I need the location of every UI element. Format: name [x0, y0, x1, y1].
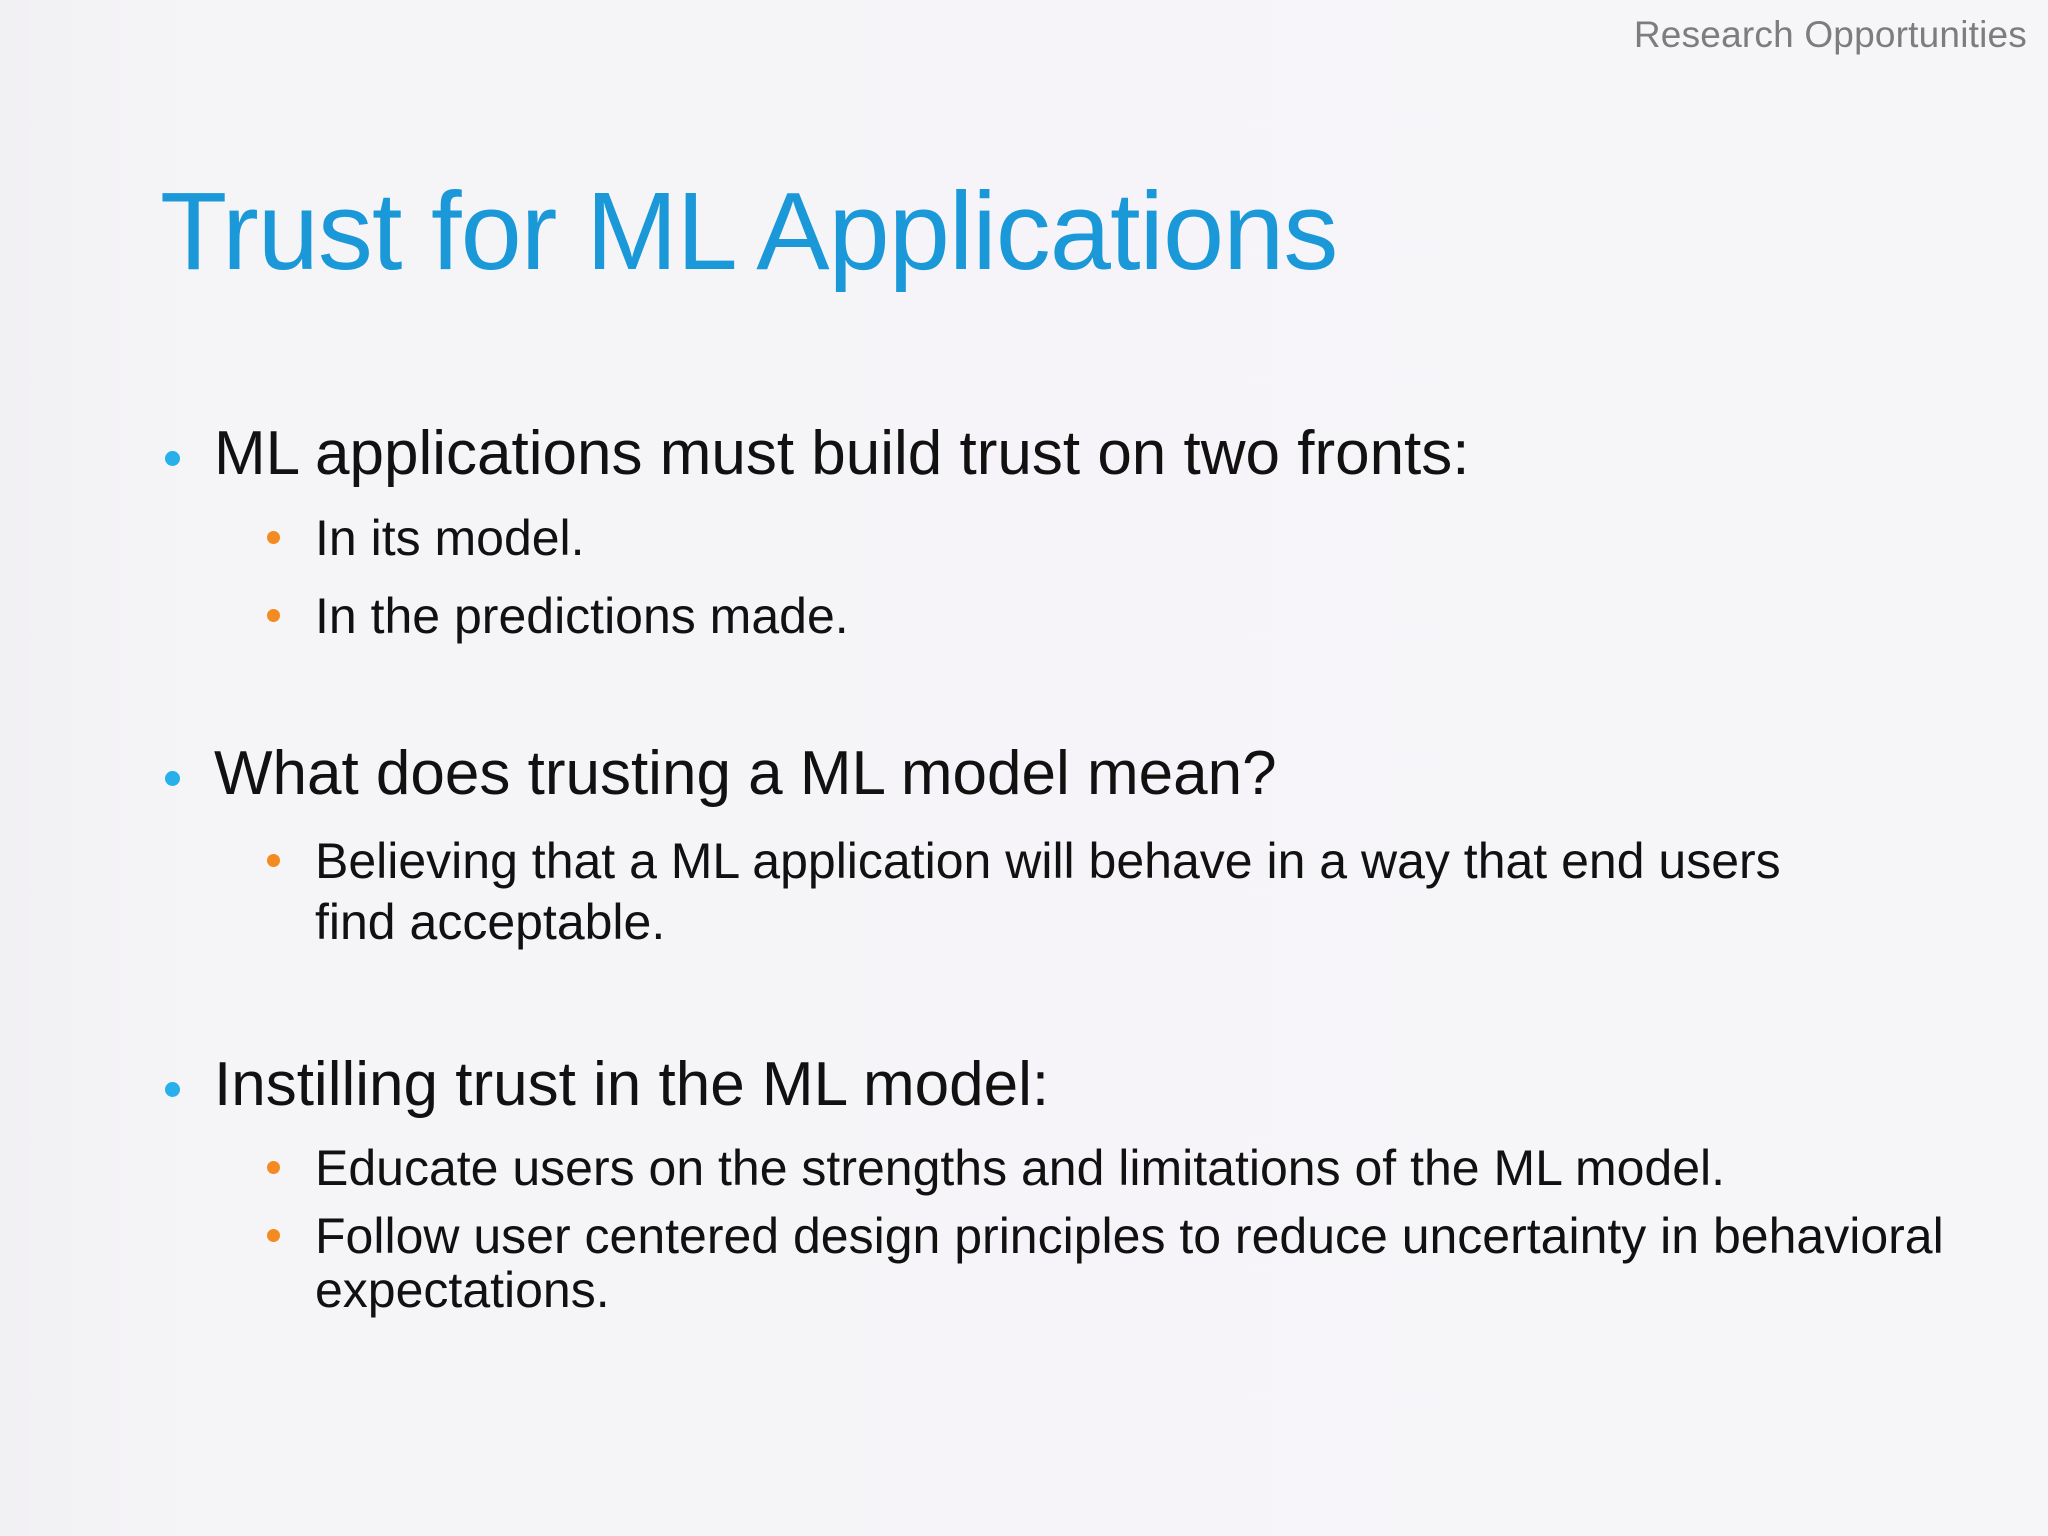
sub-bullet-item-line1: Believing that a ML application will behave in a way that end users [315, 833, 1781, 889]
bullet-dot-icon [165, 771, 180, 786]
bullet-item: Instilling trust in the ML model: [214, 1050, 1050, 1119]
sub-bullet-item: In the predictions made. [315, 588, 849, 644]
sub-bullet-dot-icon [267, 1161, 280, 1174]
sub-bullet-item: Educate users on the strengths and limitations of the ML model. [315, 1140, 1726, 1196]
sub-bullet-dot-icon [267, 1229, 280, 1242]
sub-bullet-dot-icon [267, 854, 280, 867]
sub-bullet-item-line2: find acceptable. [315, 894, 666, 950]
bullet-item: ML applications must build trust on two fronts: [214, 419, 1470, 488]
sub-bullet-item-line1: Follow user centered design principles to reduce uncertainty in behavioral [315, 1208, 1944, 1264]
sub-bullet-dot-icon [267, 531, 280, 544]
bullet-dot-icon [165, 1082, 180, 1097]
slide-title: Trust for ML Applications [160, 170, 1338, 293]
sub-bullet-item-line2: expectations. [315, 1262, 610, 1318]
bullet-item: What does trusting a ML model mean? [214, 739, 1277, 808]
sub-bullet-item: In its model. [315, 510, 585, 566]
section-label: Research Opportunities [1633, 14, 2027, 55]
sub-bullet-dot-icon [267, 609, 280, 622]
bullet-dot-icon [165, 451, 180, 466]
